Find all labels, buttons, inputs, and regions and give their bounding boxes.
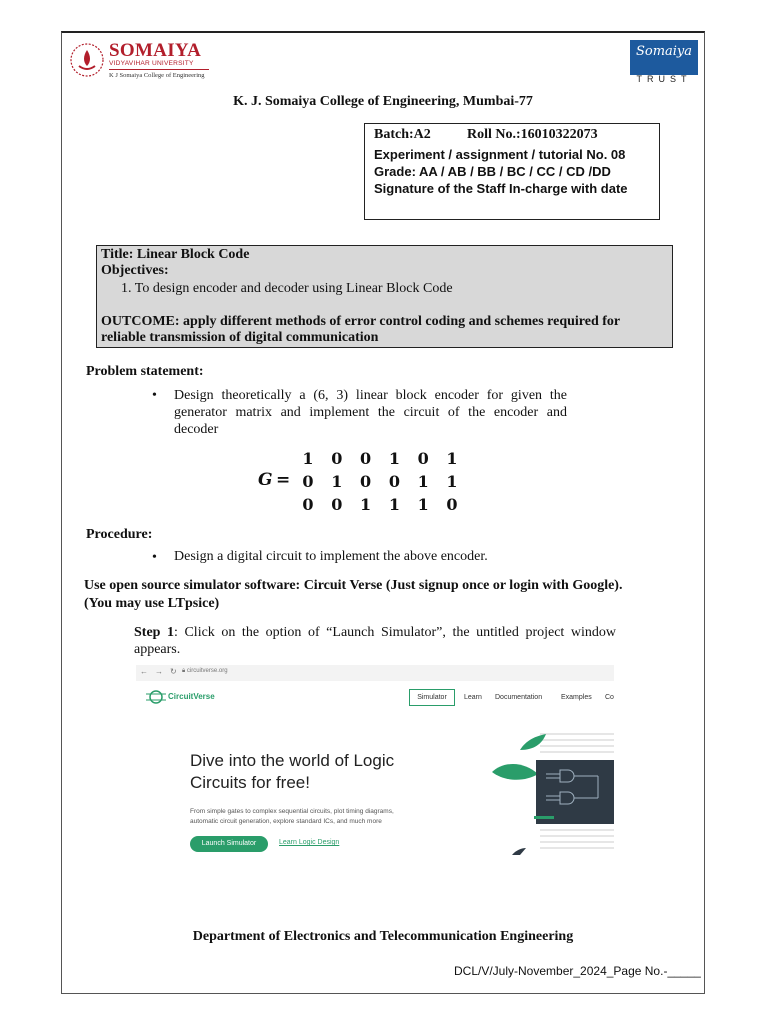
experiment-title: Title: Linear Block Code [101,247,250,262]
nav-documentation: Documentation [495,694,543,701]
matrix-cell: 1 [417,472,429,491]
hero-subtitle-line-1: From simple gates to complex sequential circuits, plot timing diagrams, [190,808,394,815]
nav-examples: Examples [561,694,592,701]
matrix-row [300,495,460,514]
objective-item: 1. To design encoder and decoder using Linear Block Code [121,281,453,296]
matrix-equals: = [276,470,291,490]
circuitverse-brand: CircuitVerse [168,692,215,701]
step-1-text [134,624,616,658]
hero-heading-line-1: Dive into the world of Logic [190,751,395,770]
matrix-row [300,472,460,491]
matrix-cell: 1 [360,495,372,514]
hero-heading-line-2: Circuits for free! [190,773,310,792]
hero-subtitle-line-2: automatic circuit generation, explore standard ICs, and much more [190,818,382,825]
matrix-cell: 0 [331,495,343,514]
nav-learn: Learn [464,694,482,701]
procedure-text: Design a digital circuit to implement the above encoder. [174,549,488,564]
matrix-cell: 0 [302,472,314,491]
problem-text: Design theoretically a (6, 3) linear block encoder for given the generator matrix and implement the circuit of the encoder and decoder [174,388,567,437]
simulator-instruction: Use open source simulator software: Circuit Verse (Just signup once or login with Google). [84,578,623,593]
matrix-cell: 0 [417,449,429,468]
problem-heading: Problem statement: [86,364,204,379]
page-reference: DCL/V/July-November_2024_Page No.-_____ [454,964,701,978]
roll-number: Roll No.:16010322073 [467,127,598,142]
somaiya-emblem-icon [70,42,104,78]
bullet-icon: • [152,550,157,565]
matrix-cell: 1 [417,495,429,514]
outcome-line-1: OUTCOME: apply different methods of error control coding and schemes required for [101,314,621,329]
matrix-cell: 1 [388,495,400,514]
logo-university: VIDYAVIHAR UNIVERSITY [109,60,194,67]
matrix-cell: 1 [446,449,458,468]
step-1-description: : Click on the option of “Launch Simulator”, the untitled project window appears. [134,625,616,657]
back-arrow-icon: ← [140,667,148,676]
logo-divider [109,69,209,70]
trust-logo-script: Somaiya [635,44,693,59]
step-1-label: Step 1 [134,625,175,640]
logic-circuit-illustration [490,730,614,855]
staff-signature: Signature of the Staff In-charge with date [374,181,628,196]
logo-name: SOMAIYA [109,40,202,61]
launch-simulator-button: Launch Simulator [190,836,268,852]
bullet-icon: • [152,388,157,403]
url-text: circuitverse.org [186,668,228,674]
matrix-row [300,449,460,468]
matrix-cell: 0 [446,495,458,514]
browser-url [182,668,228,675]
forward-arrow-icon: → [155,667,163,676]
matrix-cell: 1 [388,449,400,468]
reload-icon: ↻ [170,667,177,676]
matrix-cell: 1 [446,472,458,491]
matrix-cell: 0 [302,495,314,514]
batch-label: Batch:A2 [374,127,431,142]
grade-options: Grade: AA / AB / BB / BC / CC / CD /DD [374,164,611,179]
matrix-cell: 1 [302,449,314,468]
matrix-cell: 0 [360,449,372,468]
objectives-label: Objectives: [101,263,169,278]
trust-logo-label: TRUST [636,74,692,84]
matrix-label: G [258,470,273,490]
circuitverse-logo-icon [146,689,166,705]
college-title: K. J. Somaiya College of Engineering, Mumbai-77 [233,94,533,109]
learn-logic-design-link: Learn Logic Design [279,839,340,846]
outcome-line-2: reliable transmission of digital communication [101,330,379,345]
lock-icon: 🔒︎ [182,668,186,674]
procedure-heading: Procedure: [86,527,153,542]
logo-college: K J Somaiya College of Engineering [109,72,205,79]
matrix-cell: 0 [388,472,400,491]
experiment-number: Experiment / assignment / tutorial No. 08 [374,147,626,162]
nav-more: Co [605,694,614,701]
nav-simulator: Simulator [409,689,455,706]
matrix-cell: 0 [360,472,372,491]
matrix-cell: 0 [331,449,343,468]
matrix-cell: 1 [331,472,343,491]
simulator-alternative: (You may use LTpsice) [84,596,220,611]
department-name: Department of Electronics and Telecommunication Engineering [192,929,574,944]
